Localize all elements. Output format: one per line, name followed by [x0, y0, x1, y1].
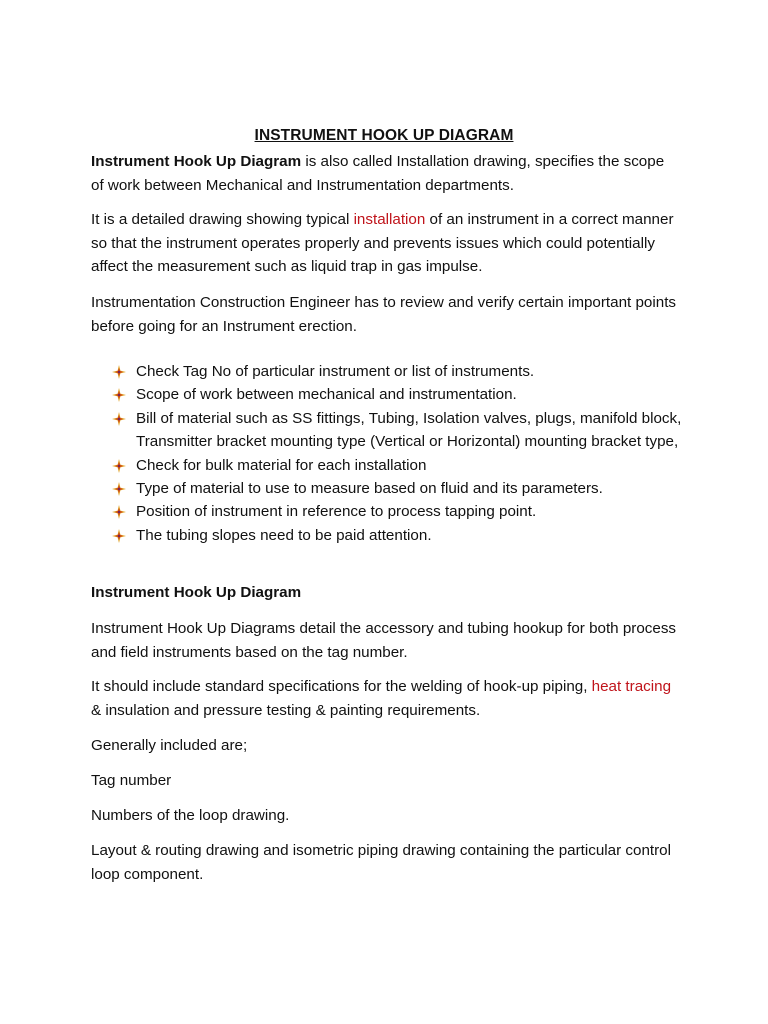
list-item-text: Bill of material such as SS fittings, Tubing, Isolation valves, plugs, manifold block, Transmitter bracket mounting type (Vertical or Horizontal) mounting bracket type, [136, 409, 682, 451]
list-item-text: Position of instrument in reference to process tapping point. [136, 503, 537, 521]
layout-paragraph: Layout & routing drawing and isometric piping drawing containing the particular control loop component. [91, 842, 671, 883]
list-item-text: Scope of work between mechanical and instrumentation. [136, 386, 517, 404]
subheading: Instrument Hook Up Diagram [91, 584, 302, 601]
hookup-paragraph: Instrument Hook Up Diagrams detail the accessory and tubing hookup for both process and field instruments based on the tag number. [91, 620, 677, 661]
installation-link[interactable]: installation [353, 211, 426, 228]
list-item [112, 500, 687, 523]
tag-number-paragraph: Tag number [91, 772, 172, 789]
four-point-star-bullet-icon [112, 388, 126, 402]
spec-text-after: & insulation and pressure testing & painting requirements. [91, 701, 481, 719]
detail-text-before: It is a detailed drawing showing typical [91, 211, 354, 228]
loop-drawing-paragraph: Numbers of the loop drawing. [91, 807, 290, 824]
list-item [112, 360, 687, 383]
list-item [112, 407, 687, 454]
list-item-text: Check Tag No of particular instrument or list of instruments. [136, 363, 535, 380]
spec-text-before: It should include standard specifications for the welding of hook-up piping, [91, 678, 592, 695]
detail-paragraph [91, 208, 681, 279]
list-item-text: Type of material to use to measure based on fluid and its parameters. [136, 480, 603, 498]
list-item [112, 477, 687, 500]
four-point-star-bullet-icon [112, 365, 126, 379]
heat-tracing-link[interactable]: heat tracing [591, 678, 672, 695]
included-paragraph: Generally included are; [91, 737, 248, 754]
four-point-star-bullet-icon [112, 459, 126, 473]
detail-text-after: of an instrument in a correct manner so that the instrument operates properly and prevents issues which could potentially affect the measurement such as liquid trap in gas impulse. [91, 211, 674, 275]
four-point-star-bullet-icon [112, 505, 126, 519]
four-point-star-bullet-icon [112, 529, 126, 543]
intro-bold-lead: Instrument Hook Up Diagram [91, 153, 302, 170]
list-item [112, 454, 687, 477]
document-title: INSTRUMENT HOOK UP DIAGRAM [254, 127, 514, 144]
intro-paragraph [91, 150, 681, 197]
list-item [112, 383, 687, 406]
list-item-text: Check for bulk material for each installation [136, 456, 427, 474]
checklist [112, 360, 687, 547]
intro-text: is also called Installation drawing, specifies the scope of work between Mechanical and Instrumentation departments. [91, 153, 665, 194]
list-item-text: The tubing slopes need to be paid attention. [136, 526, 432, 544]
list-item [112, 524, 687, 547]
four-point-star-bullet-icon [112, 482, 126, 496]
four-point-star-bullet-icon [112, 412, 126, 426]
specifications-paragraph [91, 675, 681, 722]
engineer-paragraph: Instrumentation Construction Engineer has to review and verify certain important points before going for an Instrument erection. [91, 294, 677, 335]
